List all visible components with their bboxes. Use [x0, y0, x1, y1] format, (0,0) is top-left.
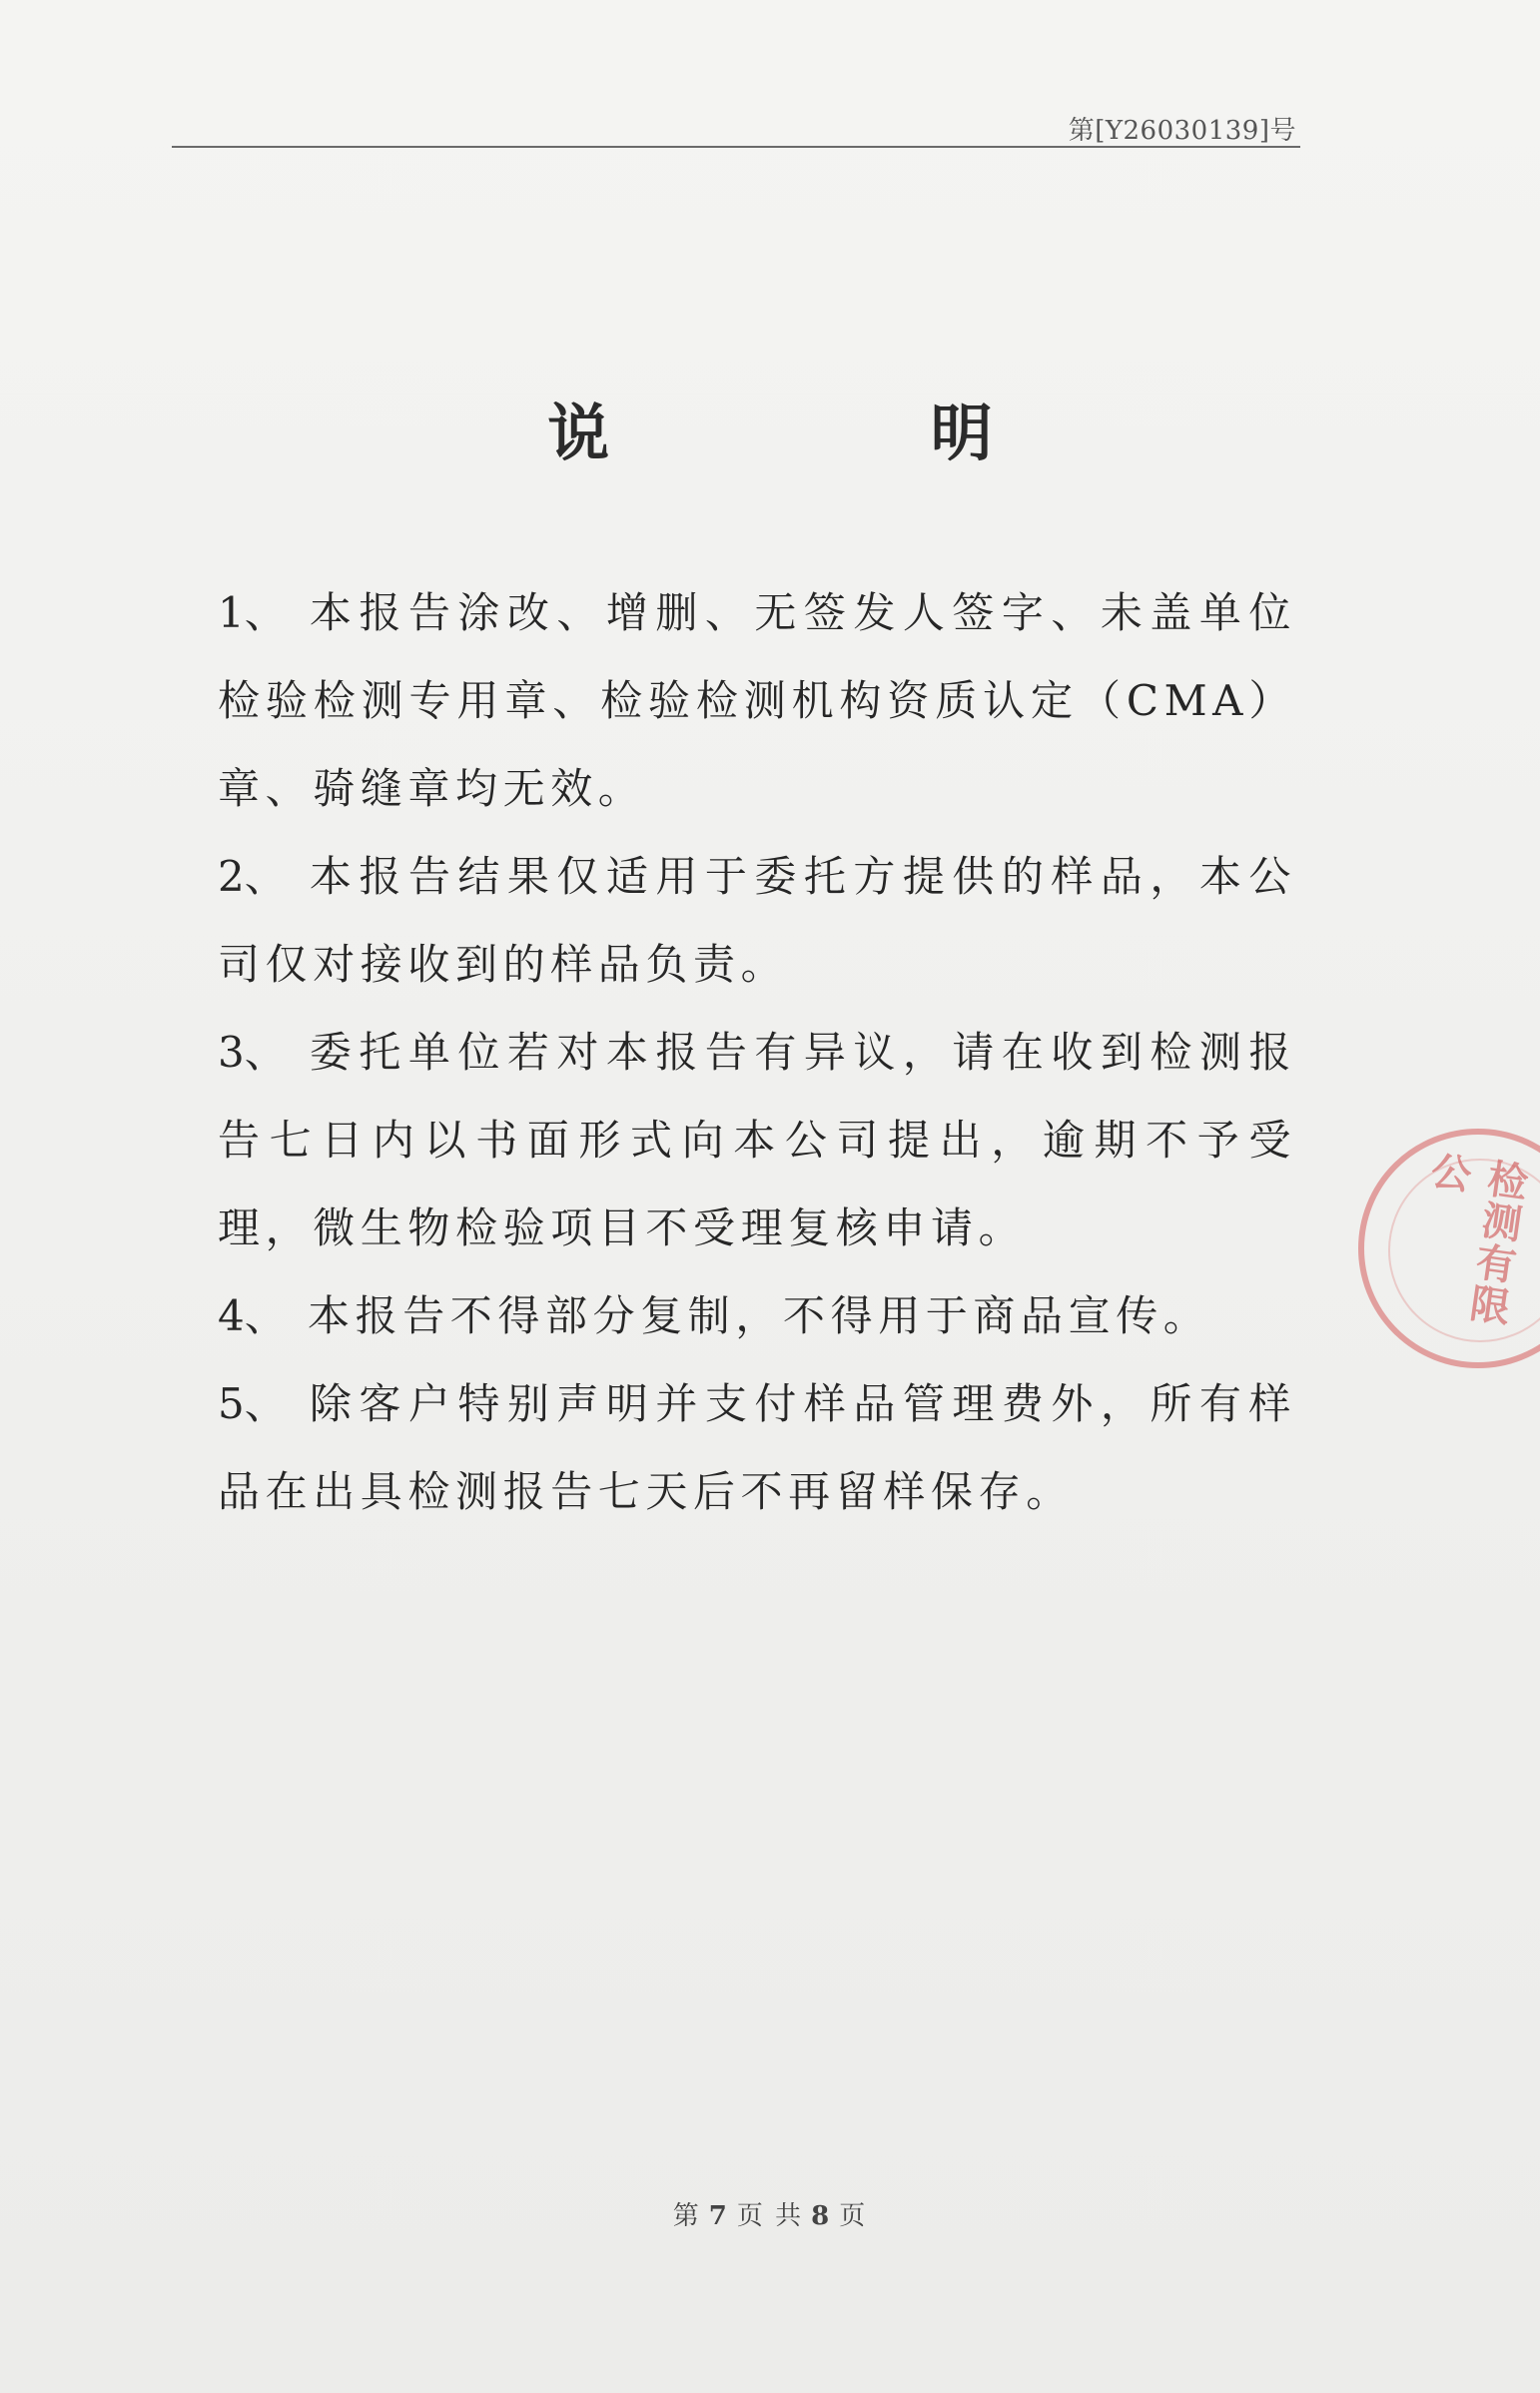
clause-text: 本报告不得部分复制，不得用于商品宣传。 [308, 1291, 1211, 1340]
clause-number: 4、 [218, 1291, 287, 1340]
clause-list [218, 569, 1296, 1536]
seal-text: 检测有限公 [1422, 1148, 1531, 1329]
clause-number: 5、 [218, 1379, 287, 1428]
page-title: 说 明 [547, 397, 1143, 469]
clause-text: 除客户特别声明并支付样品管理费外，所有样品在出具检测报告七天后不再留样保存。 [218, 1379, 1296, 1516]
total-page-count: 8 [811, 2201, 832, 2231]
clause-item [218, 1272, 1296, 1360]
clause-item [218, 1360, 1296, 1536]
footer-prefix: 第 [672, 2201, 701, 2231]
current-page-number: 7 [708, 2201, 729, 2231]
clause-number: 2、 [218, 852, 287, 901]
report-number: 第[Y26030139]号 [1068, 116, 1296, 146]
clause-item [218, 1009, 1296, 1272]
clause-number: 1、 [218, 588, 287, 637]
clause-item [218, 569, 1296, 833]
company-seal-stamp [1358, 1129, 1540, 1368]
footer-middle: 页 共 [736, 2201, 804, 2231]
clause-text: 本报告涂改、增删、无签发人签字、未盖单位检验检测专用章、检验检测机构资质认定（CMA）章、骑缝章均无效。 [218, 588, 1296, 813]
header-divider [172, 146, 1300, 148]
clause-text: 委托单位若对本报告有异议，请在收到检测报告七日内以书面形式向本公司提出，逾期不予受理，微生物检验项目不受理复核申请。 [218, 1028, 1296, 1252]
clause-item [218, 833, 1296, 1009]
footer-suffix: 页 [839, 2201, 868, 2231]
clause-text: 本报告结果仅适用于委托方提供的样品，本公司仅对接收到的样品负责。 [218, 852, 1296, 989]
page-footer [0, 2195, 1540, 2232]
clause-number: 3、 [218, 1028, 287, 1077]
